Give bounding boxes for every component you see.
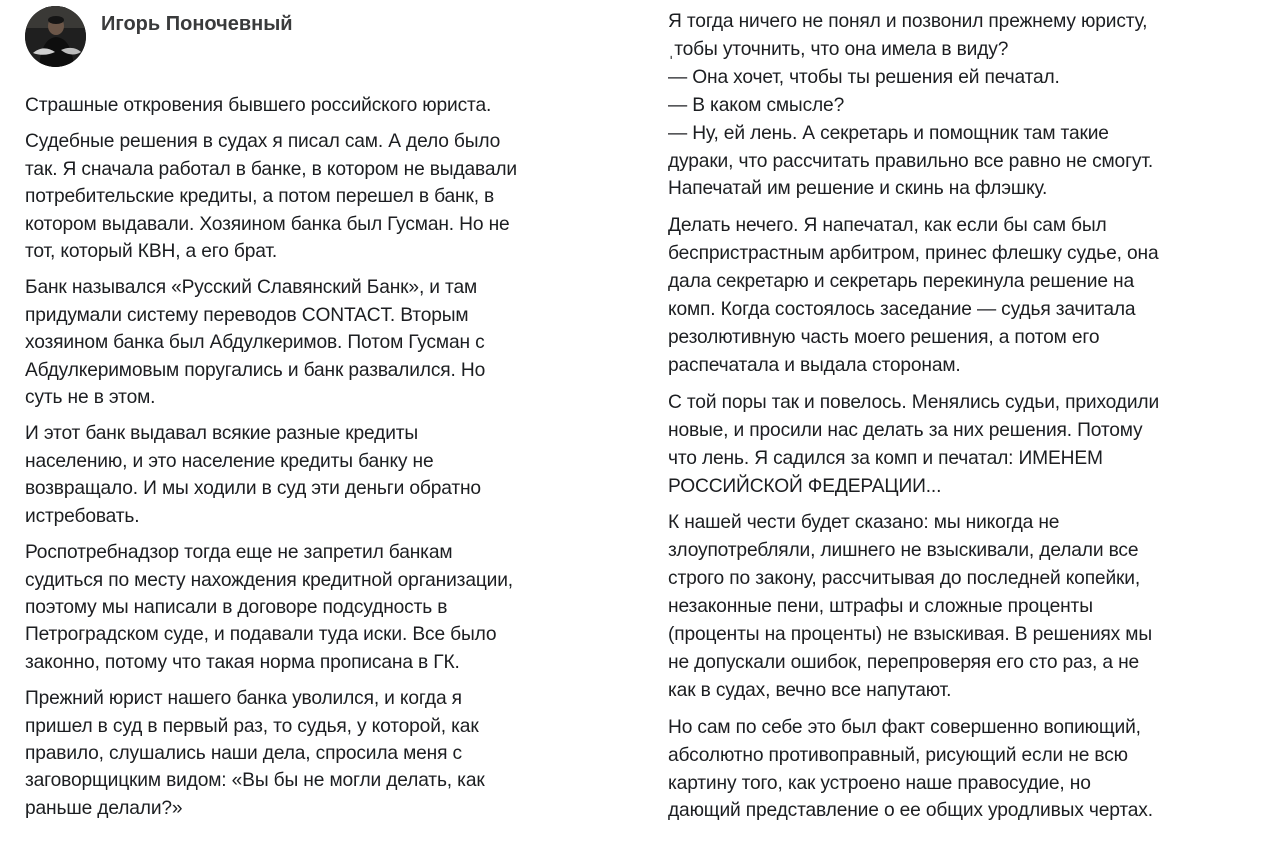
paragraph-line: комп. Когда состоялось заседание — судья зачитала [668,299,1136,321]
paragraph [25,539,635,676]
paragraph-line: населению, и это население кредиты банку не [25,450,434,472]
paragraph [25,128,635,265]
paragraph-line: Петроградском суде, и подавали туда иски. Все было [25,624,497,646]
paragraph-line: резолютивную часть моего решения, а потом его [668,326,1100,348]
paragraph-line: потребительские кредиты, а потом перешел в банк, в [25,186,495,208]
paragraph-line: — В каком смысле? [668,94,845,116]
paragraph-line: И этот банк выдавал всякие разные кредиты [25,423,419,445]
paragraph-line: строго по закону, рассчитывая до последней копейки, [668,568,1141,590]
post-text-left [25,92,635,822]
paragraph-line: судиться по месту нахождения кредитной организации, [25,569,513,591]
paragraph-line: не допускали ошибок, перепроверяя его сто раз, а не [668,651,1140,673]
paragraph-line: С той поры так и повелось. Менялись судьи, приходили [668,391,1160,413]
paragraph [25,685,635,822]
paragraph [25,274,635,411]
paragraph-line: незаконные пени, штрафы и сложные проценты [668,596,1093,618]
paragraph-line: абсолютно противоправный, рисующий если не всю [668,744,1128,766]
paragraph-line: Абдулкеримовым поругались и банк развалился. Но [25,359,486,381]
paragraph-line: дураки, что рассчитать правильно все равно не смогут. [668,150,1154,172]
paragraph-line: злоупотребляли, лишнего не взыскивали, делали все [668,540,1139,562]
paragraph [25,420,635,530]
paragraph-line: распечатала и выдала сторонам. [668,354,961,376]
paragraph-line: возвращало. И мы ходили в суд эти деньги обратно [25,478,481,500]
paragraph-line: поэтому мы написали в договоре подсудность в [25,596,448,618]
paragraph-line: Судебные решения в судах я писал сам. А дело было [25,131,501,153]
paragraph-line: беспристрастным арбитром, принес флешку судье, она [668,243,1159,265]
paragraph-line: раньше делали?» [25,797,183,819]
paragraph-line: Банк назывался «Русский Славянский Банк», и там [25,277,478,299]
paragraph-line: Но сам по себе это был факт совершенно вопиющий, [668,716,1141,738]
paragraph-line: как в судах, вечно все напутают. [668,679,952,701]
paragraph [668,8,1268,203]
paragraph-line: дала секретарю и секретарь перекинула решение на [668,271,1134,293]
paragraph-line: тот, который КВН, а его брат. [25,241,278,263]
paragraph-line: законно, потому что такая норма прописана в ГК. [25,651,460,673]
paragraph-line: новые, и просили нас делать за них решения. Потому [668,419,1143,441]
paragraph-line: картину того, как устроено наше правосудие, но [668,772,1091,794]
paragraph-line: (проценты на проценты) не взыскивая. В решениях мы [668,624,1152,646]
post-left-column [25,0,635,831]
paragraph [668,714,1268,826]
paragraph-line: придумали систему переводов CONTACT. Вторым [25,304,469,326]
paragraph-line: что лень. Я садился за комп и печатал: ИМЕНЕМ [668,447,1103,469]
post-text-right [668,0,1268,825]
paragraph-line: котором выдавали. Хозяином банка был Гусман. Но не [25,213,510,235]
paragraph [668,212,1268,379]
paragraph-line: Я тогда ничего не понял и позвонил прежнему юристу, [668,11,1148,32]
paragraph-line: истребовать. [25,505,140,527]
paragraph-line: дающий представление о ее общих уродливых чертах. [668,800,1153,822]
paragraph-line: РОССИЙСКОЙ ФЕДЕРАЦИИ... [668,475,942,497]
post-header [25,0,635,92]
paragraph [668,509,1268,704]
paragraph-line: Напечатай им решение и скинь на флэшку. [668,178,1048,200]
paragraph-line: Роспотребнадзор тогда еще не запретил банкам [25,542,453,564]
paragraph-line: заговорщицким видом: «Вы бы не могли делать, как [25,770,485,792]
avatar-photo-icon [25,6,86,67]
paragraph-line: Страшные откровения бывшего российского юриста. [25,95,492,116]
paragraph-line: правило, слушались наши дела, спросила меня с [25,742,462,764]
paragraph-line: — Ну, ей лень. А секретарь и помощник там такие [668,122,1109,144]
paragraph-line: ˌтобы уточнить, что она имела в виду? [668,38,1009,60]
paragraph-line: К нашей чести будет сказано: мы никогда не [668,512,1060,534]
paragraph-line: Прежний юрист нашего банка уволился, и когда я [25,688,462,710]
post-right-column [668,0,1268,834]
paragraph-line: — Она хочет, чтобы ты решения ей печатал. [668,66,1060,88]
paragraph [668,389,1268,501]
paragraph-line: так. Я сначала работал в банке, в котором не выдавали [25,158,517,180]
author-avatar[interactable] [25,6,86,67]
paragraph-line: пришел в суд в первый раз, то судья, у которой, как [25,715,479,737]
paragraph-line: суть не в этом. [25,387,156,409]
author-name[interactable]: Игорь Поночевный [101,13,293,35]
paragraph [25,92,635,119]
paragraph-line: Делать нечего. Я напечатал, как если бы сам был [668,215,1107,237]
paragraph-line: хозяином банка был Абдулкеримов. Потом Гусман с [25,332,485,354]
